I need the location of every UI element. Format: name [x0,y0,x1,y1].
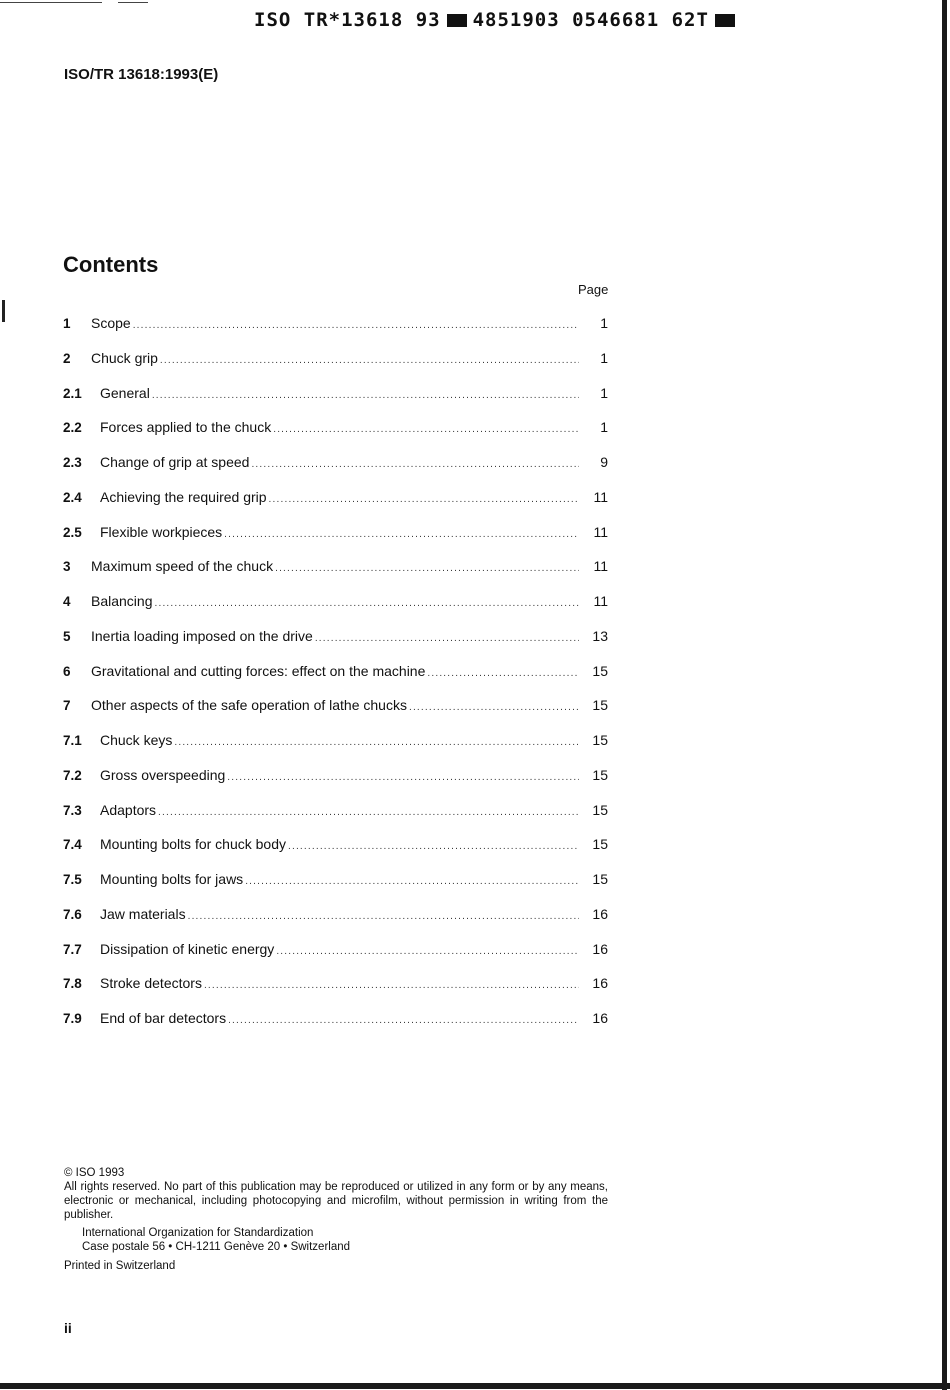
toc-entry [63,315,608,350]
toc-entry-number: 6 [63,663,71,679]
toc-entry-page: 15 [592,732,608,748]
toc-leader [204,980,579,991]
toc-entry [63,975,608,1010]
toc-entry-title: Forces applied to the chuck [100,419,272,436]
toc-entry [63,628,608,663]
toc-leader [427,668,579,679]
page-number: ii [64,1320,72,1336]
toc-entry-page: 1 [600,315,608,331]
toc-entry-number: 2.2 [63,420,82,436]
toc-entry-title: Maximum speed of the chuck [91,558,274,575]
toc-entry-title: Mounting bolts for chuck body [100,836,286,853]
toc-entry-page: 15 [592,697,608,714]
toc-entry-number: 7.2 [63,767,82,783]
toc-leader [245,876,579,887]
toc-leader [276,946,579,957]
copyright-notice: © ISO 1993 [64,1167,125,1179]
toc-entry-title: Scope [91,315,131,331]
toc-entry-number: 7.4 [63,837,82,853]
toc-leader [224,529,579,540]
barcode-header [254,9,741,31]
toc-leader [227,772,579,783]
scan-edge-left [2,300,5,322]
toc-entry-number: 2.4 [63,489,82,505]
toc-entry [63,732,608,767]
toc-entry-number: 2 [63,350,71,366]
toc-leader [275,563,579,574]
toc-entry-title: Mounting bolts for jaws [100,871,244,887]
toc-entry [63,906,608,941]
toc-leader [315,633,579,644]
toc-entry-title: Gross overspeeding [100,766,226,783]
toc-entry [63,385,608,420]
toc-leader [409,702,579,713]
toc-entry-title: Balancing [91,593,153,609]
toc-entry-title: Dissipation of kinetic energy [100,940,275,957]
toc-entry [63,489,608,524]
toc-entry-page: 11 [593,593,608,609]
table-of-contents [63,315,608,1045]
toc-leader [174,737,579,748]
toc-entry-title: Other aspects of the safe operation of lathe chucks [91,697,407,714]
toc-entry [63,593,608,628]
toc-entry-title: Achieving the required grip [100,488,267,505]
barcode-block [447,14,467,27]
toc-entry [63,767,608,802]
toc-entry-title: Gravitational and cutting forces: effect on the machine [91,662,426,679]
scan-rule [118,2,148,3]
toc-entry-number: 2.5 [63,524,82,540]
toc-entry-page: 16 [592,940,608,957]
toc-entry-title: General [100,384,150,401]
printed-in: Printed in Switzerland [64,1260,176,1272]
document-id: ISO/TR 13618:1993(E) [64,66,219,83]
toc-entry [63,454,608,489]
toc-entry-page: 1 [600,419,608,436]
toc-entry-title: Inertia loading imposed on the drive [91,627,313,644]
toc-entry [63,802,608,837]
scan-edge-right [942,0,947,1390]
toc-entry-page: 13 [592,627,608,644]
toc-entry-page: 16 [592,975,608,992]
toc-entry-number: 3 [63,559,71,575]
toc-leader [273,424,579,435]
toc-entry [63,941,608,976]
page-title: Contents [63,252,159,277]
publisher-address [82,1226,608,1254]
toc-entry-page: 1 [600,384,608,401]
toc-leader [228,1015,579,1026]
toc-entry-page: 1 [600,349,608,366]
toc-entry-number: 7.3 [63,802,82,818]
scan-edge-bottom [0,1383,950,1389]
toc-entry [63,1010,608,1045]
toc-entry-number: 7.6 [63,906,82,922]
toc-entry-number: 2.1 [63,385,82,401]
toc-entry-number: 7 [63,698,71,714]
barcode-text-right: 4851903 0546681 62T [472,9,709,31]
toc-entry-page: 9 [600,454,608,470]
toc-leader [133,320,579,331]
toc-entry-number: 7.9 [63,1011,82,1026]
toc-leader [160,355,579,366]
toc-entry [63,558,608,593]
page-column-label: Page [578,282,609,297]
rights-statement: All rights reserved. No part of this publication may be reproduced or utilized in any form or by any means, electronic or mechanical, including photocopying and microfilm, without permission in writing from the publisher. [64,1181,608,1221]
toc-entry [63,663,608,698]
toc-entry-title: Flexible workpieces [100,523,223,540]
toc-entry-page: 16 [592,1010,608,1026]
toc-entry-page: 15 [592,766,608,783]
org-name: International Organization for Standardization [82,1227,314,1239]
toc-entry-page: 15 [592,801,608,818]
barcode-text-left: ISO TR*13618 93 [254,9,441,31]
toc-entry-title: Chuck keys [100,732,173,748]
toc-entry-number: 7.1 [63,733,82,748]
toc-entry [63,524,608,559]
toc-entry-title: Change of grip at speed [100,454,250,470]
toc-entry [63,419,608,454]
toc-entry-number: 5 [63,628,71,644]
org-address: Case postale 56 • CH-1211 Genève 20 • Switzerland [82,1241,351,1253]
toc-entry-title: End of bar detectors [100,1010,227,1026]
toc-entry [63,836,608,871]
toc-entry-page: 15 [592,662,608,679]
toc-entry-page: 11 [593,558,608,575]
toc-entry-title: Stroke detectors [100,975,202,992]
toc-entry-page: 11 [593,488,608,505]
toc-entry-number: 7.5 [63,872,82,887]
toc-leader [251,459,579,470]
toc-leader [269,494,579,505]
toc-entry-title: Jaw materials [100,905,186,922]
toc-entry-page: 15 [592,836,608,853]
toc-entry-number: 1 [63,316,71,331]
toc-entry-title: Adaptors [100,801,157,818]
toc-entry [63,350,608,385]
toc-entry-number: 7.8 [63,976,82,992]
toc-entry [63,871,608,906]
toc-entry [63,697,608,732]
scan-rule [0,2,102,3]
toc-entry-page: 16 [592,905,608,922]
toc-leader [188,911,579,922]
toc-entry-number: 4 [63,594,71,609]
toc-leader [152,390,579,401]
toc-entry-number: 2.3 [63,455,82,470]
toc-entry-title: Chuck grip [91,349,158,366]
toc-entry-page: 15 [592,871,608,887]
toc-leader [288,841,579,852]
toc-leader [158,807,579,818]
barcode-block [715,14,735,27]
toc-leader [155,598,580,609]
toc-entry-page: 11 [593,523,608,540]
toc-entry-number: 7.7 [63,941,82,957]
copyright-block [64,1166,608,1273]
